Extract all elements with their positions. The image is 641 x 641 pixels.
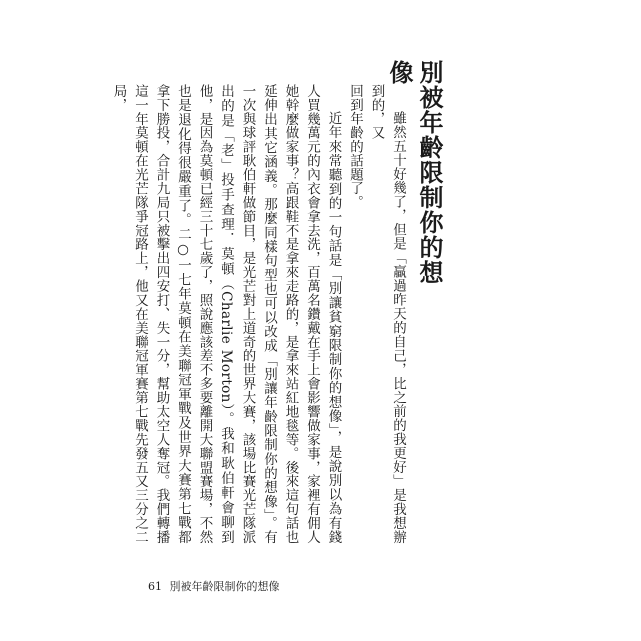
body-text	[110, 84, 408, 544]
page-footer	[148, 578, 280, 594]
paragraph: 回到年齡的話題了。	[347, 84, 363, 210]
paragraph: 近年來常聽到的一句話是「別讓貧窮限制你的想像」，是說別以為有錢人買幾萬元的內衣會拿去洗，百萬名鑽戴在手上會影響做家事，家裡有佣人她幹麼做家事？高跟鞋不是拿來走路的，是拿來站紅地毯等。後來這句話也延伸出其它涵義。那麼同樣句型也可以改成「別讓年齡限制你的想像」。有一次與球評耿伯軒做節目，是光芒對上道奇的世界大賽，該場比賽光芒隊派出的是「老」投手查理．莫頓（Charlie Morton）。我和耿伯軒會聊到他，是因為莫頓已經三十七歲了，照說應該差不多要離開大聯盟賽場，不然也是退化得很嚴重了。二○一七年莫頓在美聯冠軍戰及世界大賽第七戰都拿下勝投，合計九局只被擊出四安打、失一分，幫助太空人奪冠。我們轉播這一年莫頓在光芒隊爭冠路上，他又在美聯冠軍賽第七戰先發五又三分之二局，	[110, 84, 342, 544]
paragraph: 雖然五十好幾了，但是「贏過昨天的自己，比之前的我更好」是我想辦到的，又	[368, 84, 406, 544]
page-number: 61	[148, 580, 162, 593]
chapter-title: 別被年齡限制你的想像	[385, 60, 444, 285]
running-title: 別被年齡限制你的想像	[169, 580, 280, 593]
